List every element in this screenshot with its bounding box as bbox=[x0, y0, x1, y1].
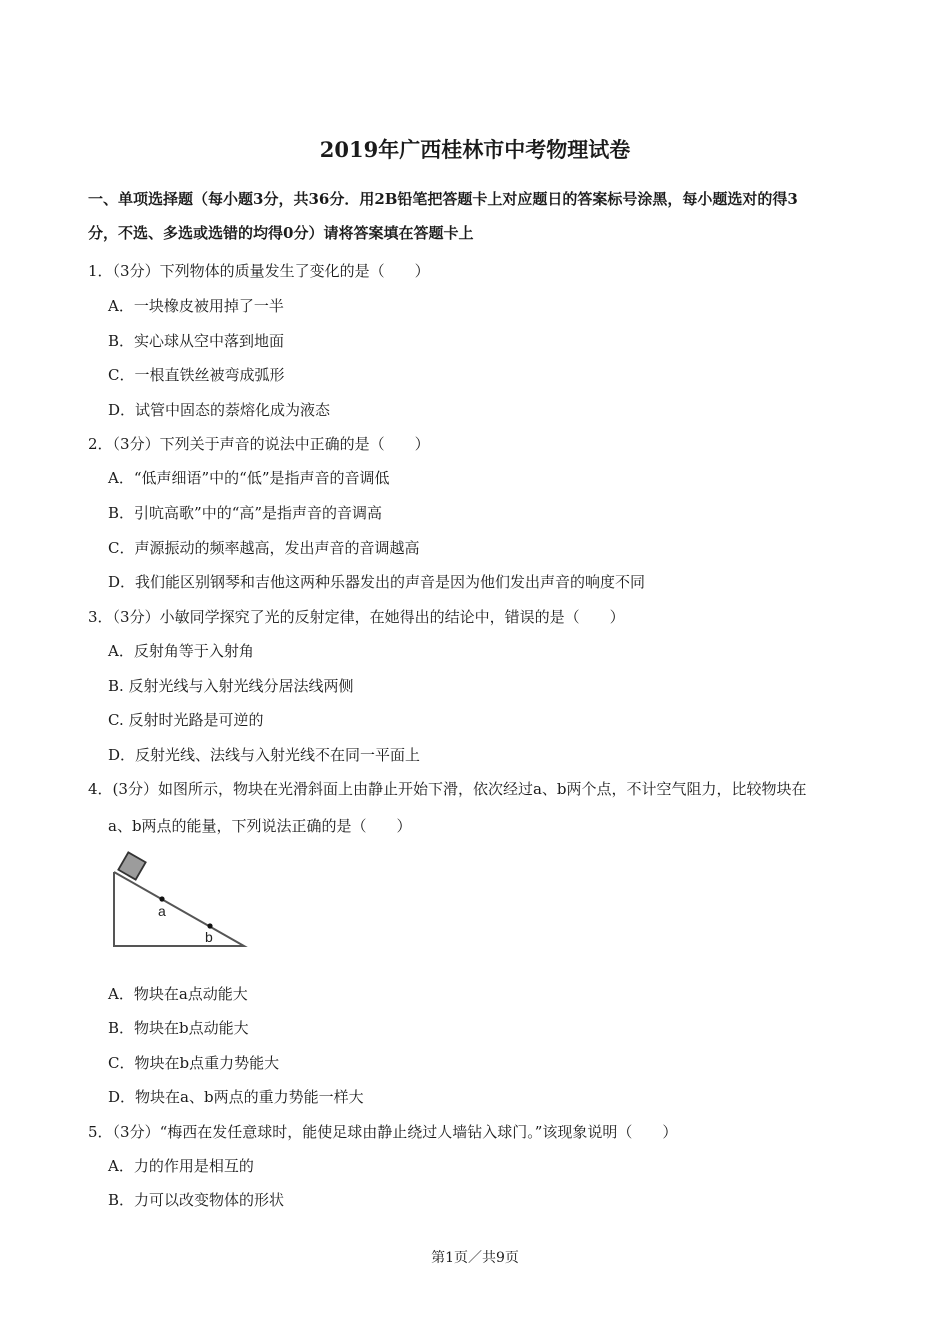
point-a bbox=[159, 896, 164, 901]
incline-figure bbox=[108, 850, 250, 950]
question-2-option-b: B．引吭高歌”中的“高”是指声音的音调高 bbox=[108, 504, 383, 522]
question-4-option-c: C．物块在b点重力势能大 bbox=[108, 1054, 280, 1072]
question-3-option-a: A．反射角等于入射角 bbox=[108, 642, 254, 660]
question-1-option-a: A．一块橡皮被用掉了一半 bbox=[108, 297, 284, 315]
incline-triangle bbox=[114, 872, 244, 946]
question-4-option-a: A．物块在a点动能大 bbox=[108, 985, 248, 1003]
question-1-option-d: D．试管中固态的萘熔化成为液态 bbox=[108, 401, 331, 419]
question-3-stem: 3．（3分）小敏同学探究了光的反射定律，在她得出的结论中，错误的是（ ） bbox=[88, 608, 625, 626]
label-b: b bbox=[205, 929, 213, 945]
question-2-stem: 2．（3分）下列关于声音的说法中正确的是（ ） bbox=[88, 435, 430, 453]
question-4-option-b: B．物块在b点动能大 bbox=[108, 1019, 249, 1037]
question-3-option-b: B. 反射光线与入射光线分居法线两侧 bbox=[108, 677, 354, 695]
question-5-option-a: A．力的作用是相互的 bbox=[108, 1157, 254, 1175]
question-1-option-c: C．一根直铁丝被弯成弧形 bbox=[108, 366, 285, 384]
section-heading-line-2: 分，不选、多选或选错的均得0分）请将答案填在答题卡上 bbox=[88, 224, 474, 242]
question-2-option-c: C．声源振动的频率越高，发出声音的音调越高 bbox=[108, 539, 420, 557]
question-3-option-c: C. 反射时光路是可逆的 bbox=[108, 711, 264, 729]
question-5-stem: 5．（3分）“梅西在发任意球时，能使足球由静止绕过人墙钻入球门。”该现象说明（ ） bbox=[88, 1123, 678, 1141]
section-heading-line-1: 一、单项选择题（每小题3分，共36分．用2B铅笔把答题卡上对应题日的答案标号涂黑，每小题选对的得3 bbox=[88, 190, 798, 208]
question-2-option-d: D．我们能区别钢琴和吉他这两种乐器发出的声音是因为他们发出声音的响度不同 bbox=[108, 573, 646, 591]
section-heading bbox=[88, 182, 878, 250]
question-4-stem-continued: a、b两点的能量，下列说法正确的是（ ） bbox=[108, 817, 412, 835]
question-1-stem: 1．（3分）下列物体的质量发生了变化的是（ ） bbox=[88, 262, 430, 280]
block-icon bbox=[118, 852, 145, 879]
question-3-option-d: D．反射光线、法线与入射光线不在同一平面上 bbox=[108, 746, 421, 764]
question-4-option-d: D．物块在a、b两点的重力势能一样大 bbox=[108, 1088, 364, 1106]
page-footer: 第1页／共9页 bbox=[431, 1250, 519, 1266]
question-4-stem: 4．(3分）如图所示，物块在光滑斜面上由静止开始下滑，依次经过a、b两个点，不计空气阻力，比较物块在 bbox=[88, 780, 807, 798]
point-b bbox=[207, 923, 212, 928]
question-1-option-b: B．实心球从空中落到地面 bbox=[108, 332, 285, 350]
label-a: a bbox=[158, 903, 166, 919]
page-title: 2019年广西桂林市中考物理试卷 bbox=[319, 137, 631, 162]
question-5-option-b: B．力可以改变物体的形状 bbox=[108, 1191, 285, 1209]
question-2-option-a: A．“低声细语”中的“低”是指声音的音调低 bbox=[108, 469, 390, 487]
